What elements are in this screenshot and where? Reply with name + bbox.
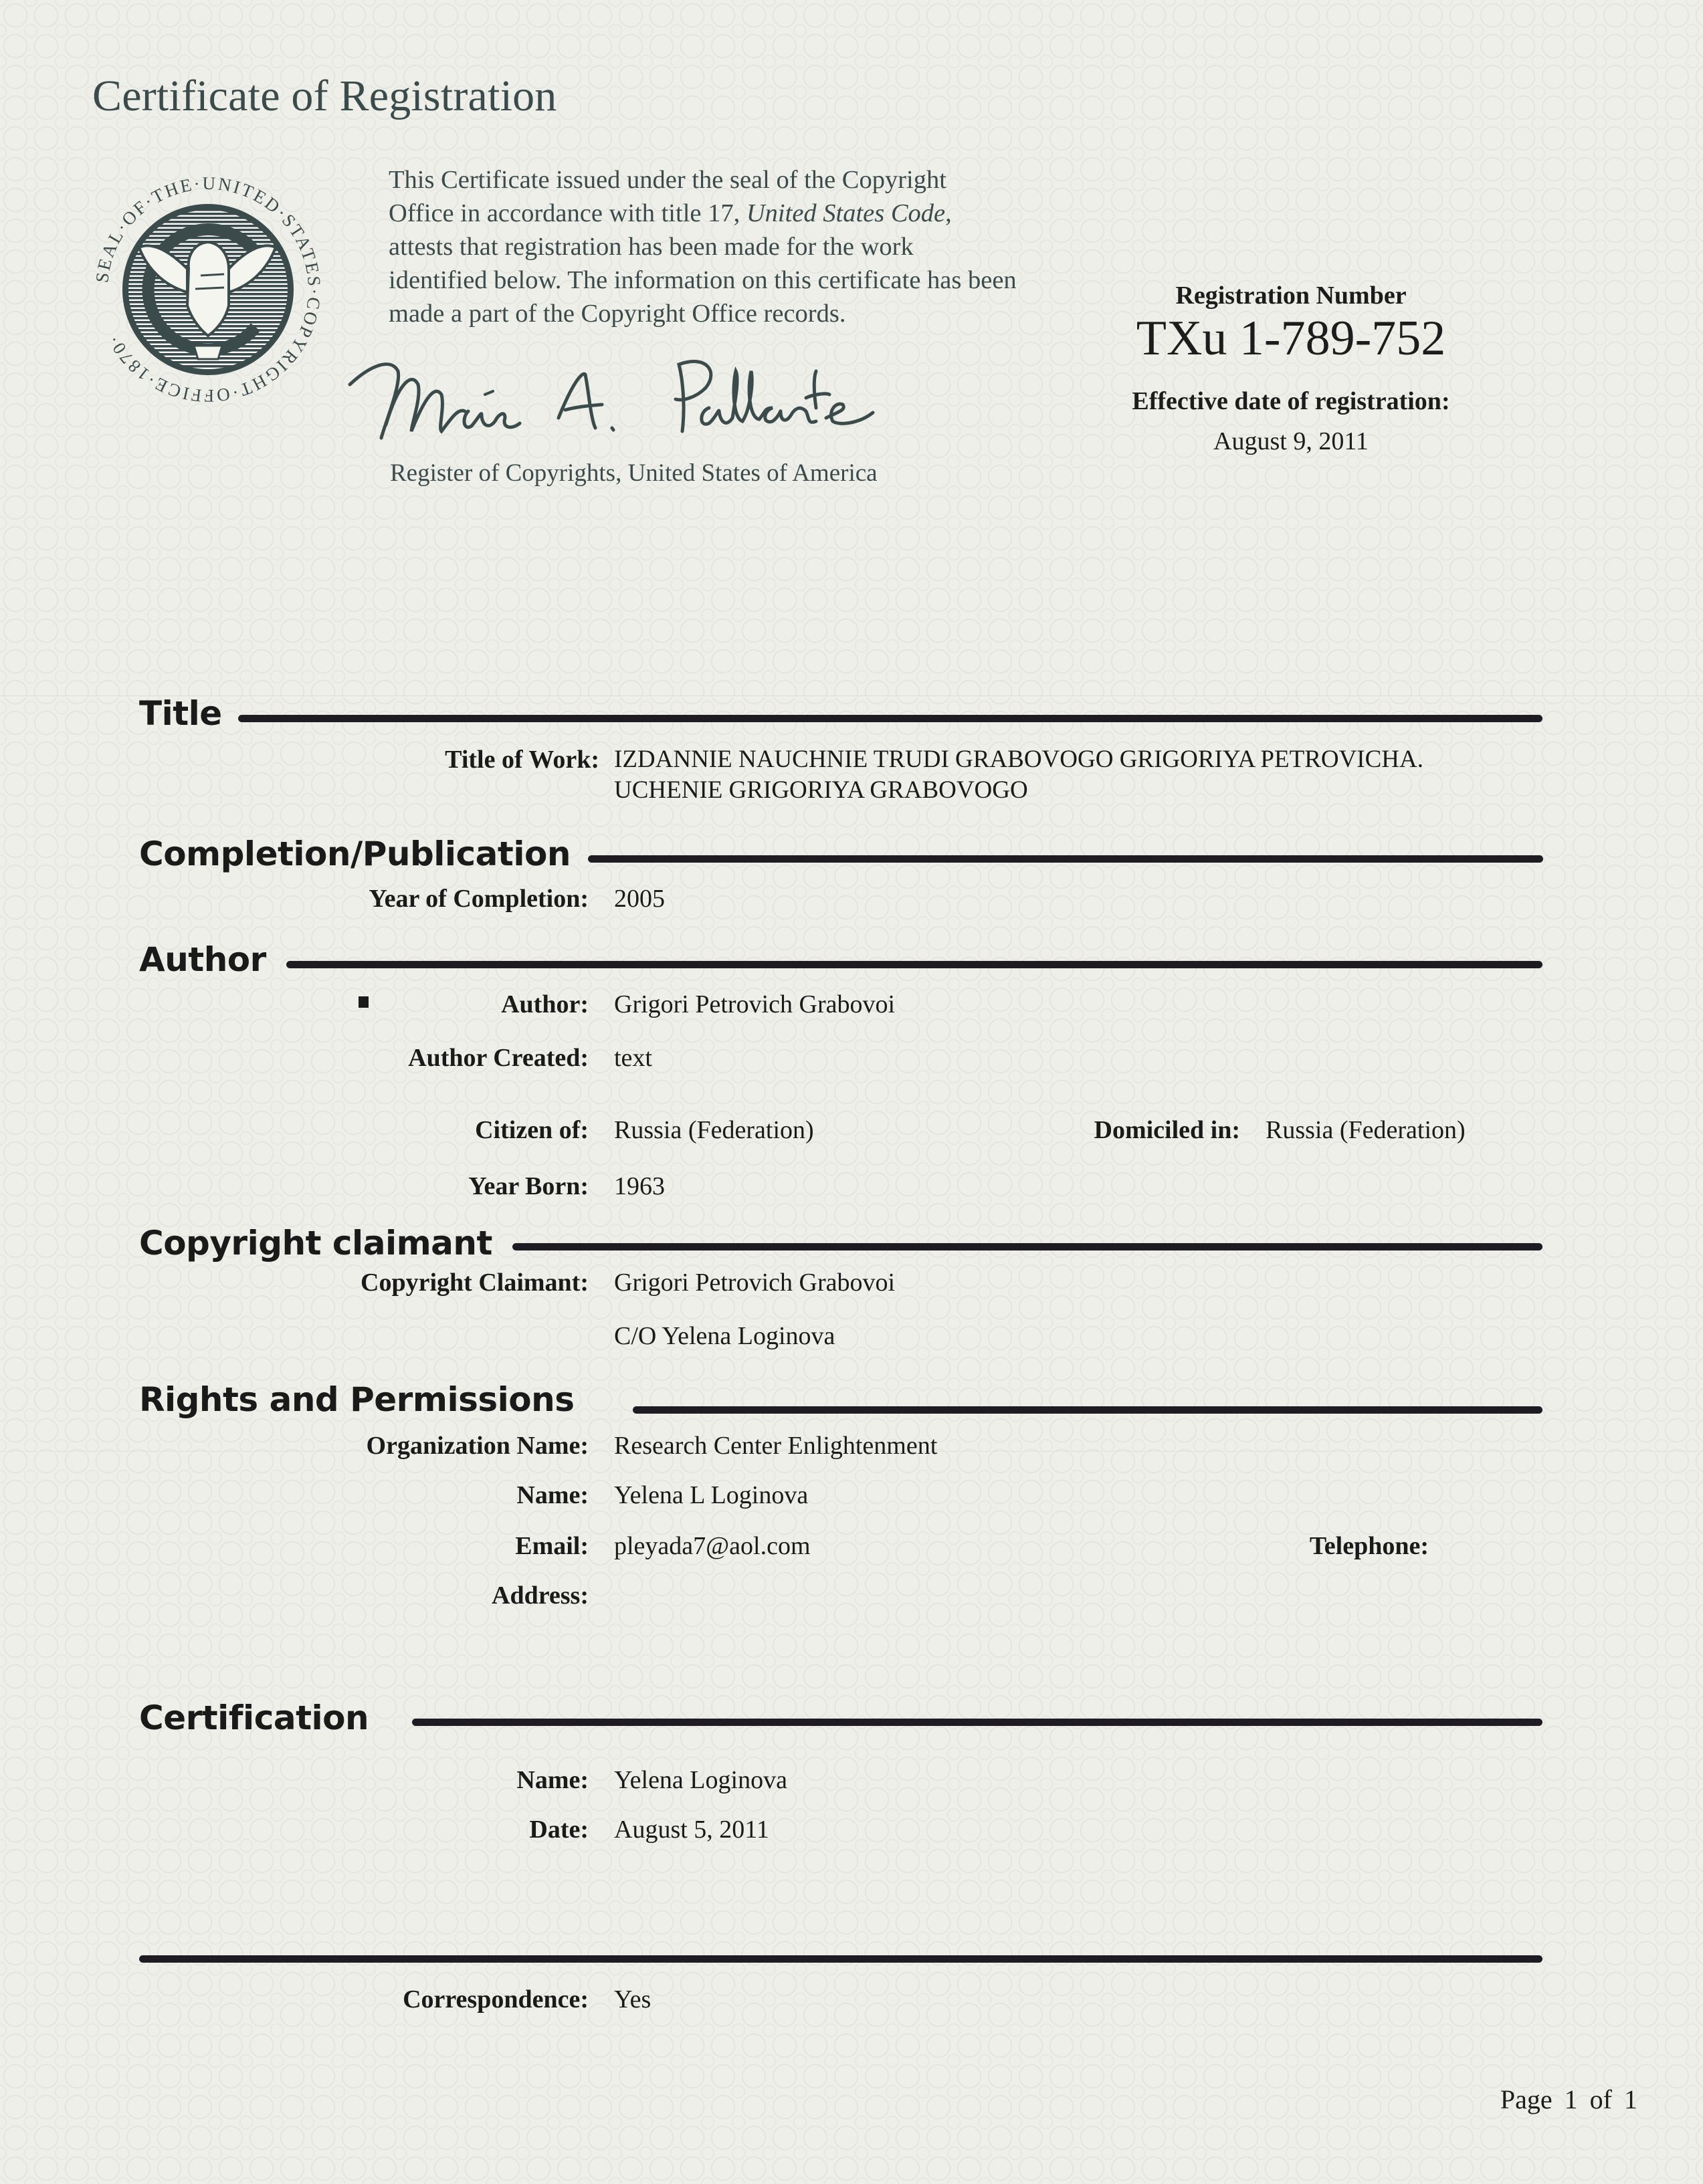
year-of-completion-value: 2005 — [614, 885, 665, 913]
year-of-completion-label: Year of Completion: — [369, 885, 589, 913]
section-divider — [633, 1406, 1542, 1414]
email-value: pleyada7@aol.com — [614, 1532, 811, 1560]
address-label: Address: — [492, 1581, 589, 1610]
seal-lettering: SEAL·OF·THE·UNITED·STATES·COPYRIGHT·OFFICE·1870· — [92, 173, 325, 407]
certification-date-label: Date: — [529, 1816, 589, 1844]
year-born-value: 1963 — [614, 1172, 665, 1200]
copyright-claimant-label: Copyright Claimant: — [361, 1269, 589, 1297]
author-value: Grigori Petrovich Grabovoi — [614, 990, 896, 1018]
section-divider — [588, 855, 1543, 863]
registration-number: TXu 1-789-752 — [1136, 311, 1446, 366]
section-divider — [512, 1243, 1542, 1250]
certificate-title: Certificate of Registration — [92, 72, 557, 120]
section-divider — [238, 715, 1542, 722]
certification-name-value: Yelena Loginova — [614, 1766, 787, 1794]
copyright-office-seal-icon — [87, 169, 329, 411]
copyright-claimant-care-of: C/O Yelena Loginova — [614, 1322, 835, 1350]
year-born-label: Year Born: — [468, 1172, 589, 1200]
section-heading-author: Author — [139, 940, 266, 979]
copyright-claimant-value: Grigori Petrovich Grabovoi — [614, 1269, 896, 1297]
register-caption: Register of Copyrights, United States of America — [390, 459, 878, 487]
section-heading-claimant: Copyright claimant — [139, 1224, 492, 1263]
title-of-work-line-2: UCHENIE GRIGORIYA GRABOVOGO — [614, 776, 1028, 804]
registration-number-label: Registration Number — [1175, 282, 1407, 310]
section-divider — [286, 961, 1542, 968]
organization-name-value: Research Center Enlightenment — [614, 1432, 938, 1460]
effective-date: August 9, 2011 — [1213, 427, 1369, 455]
intro-text-part: , attests that registration has been made for the work identified below. The information on this certificate has been made a part of the Copyright Office records. — [389, 199, 1017, 328]
correspondence-label: Correspondence: — [403, 1985, 589, 2013]
intro-text-part: This Certificate issued under the seal of the Copyright Office in accordance with title 17, — [389, 166, 946, 227]
rights-name-label: Name: — [516, 1481, 589, 1509]
section-heading-title: Title — [139, 694, 222, 733]
title-of-work-label: Title of Work: — [445, 746, 599, 774]
register-signature — [344, 344, 880, 451]
correspondence-value: Yes — [614, 1985, 652, 2013]
email-label: Email: — [515, 1532, 589, 1560]
author-created-value: text — [614, 1044, 652, 1072]
citizen-of-value: Russia (Federation) — [614, 1116, 814, 1144]
certificate-intro-text — [389, 163, 1017, 330]
domiciled-in-label: Domiciled in: — [1094, 1116, 1240, 1144]
citizen-of-label: Citizen of: — [475, 1116, 589, 1144]
effective-date-label: Effective date of registration: — [1132, 387, 1450, 415]
certification-date-value: August 5, 2011 — [614, 1816, 769, 1844]
section-heading-rights: Rights and Permissions — [139, 1380, 575, 1419]
intro-text-italic: United States Code — [746, 199, 946, 227]
author-bullet-icon — [359, 996, 369, 1008]
section-divider — [139, 1955, 1542, 1963]
registration-block — [1097, 281, 1485, 456]
title-of-work-line-1: IZDANNIE NAUCHNIE TRUDI GRABOVOGO GRIGORIYA PETROVICHA. — [614, 746, 1423, 773]
domiciled-in-value: Russia (Federation) — [1266, 1116, 1466, 1144]
certification-name-label: Name: — [516, 1766, 589, 1794]
section-heading-certification: Certification — [139, 1699, 369, 1737]
author-created-label: Author Created: — [408, 1044, 589, 1072]
telephone-label: Telephone: — [1309, 1532, 1429, 1560]
organization-name-label: Organization Name: — [366, 1432, 589, 1460]
page-number: Page 1 of 1 — [1500, 2084, 1637, 2114]
section-heading-completion: Completion/Publication — [139, 835, 571, 873]
rights-name-value: Yelena L Loginova — [614, 1481, 809, 1509]
section-divider — [412, 1719, 1542, 1726]
author-label: Author: — [501, 990, 589, 1018]
paper-fold-crease — [0, 695, 1703, 697]
